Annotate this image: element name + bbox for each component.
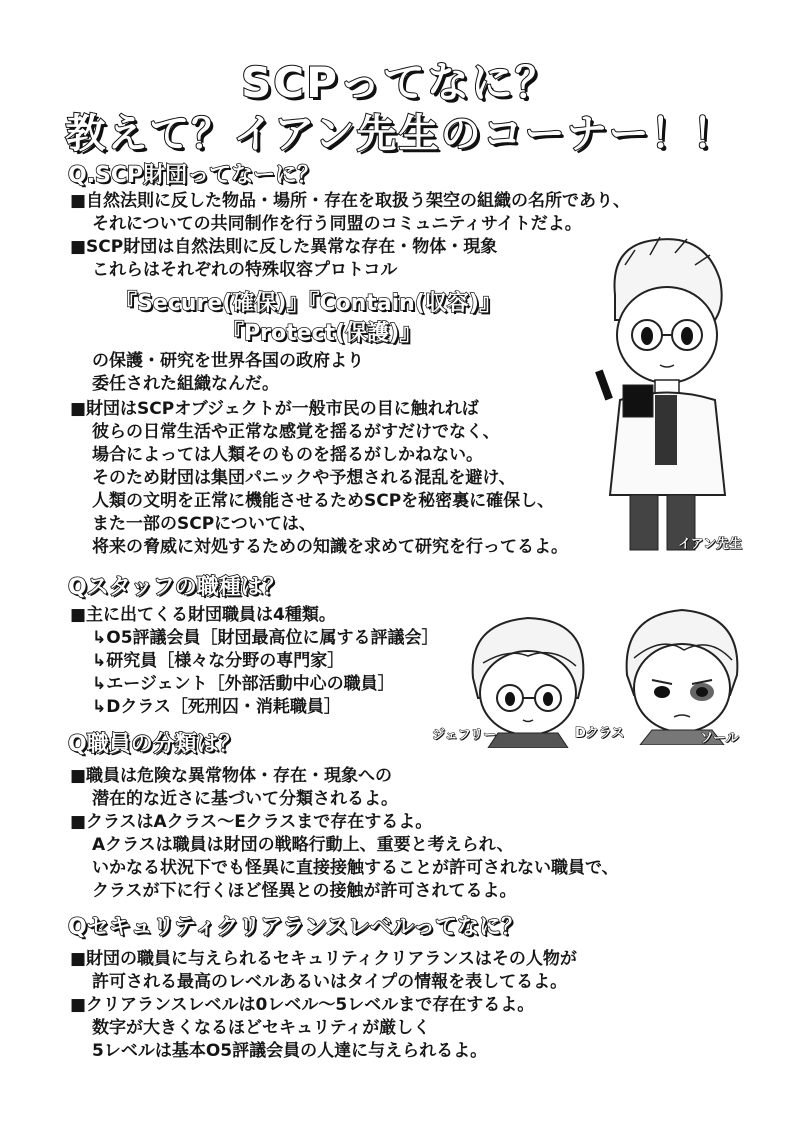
s4-line3: ■クリアランスレベルは0レベル～5レベルまで存在するよ。 (70, 995, 535, 1015)
s3-line5: いかなる状況下でも怪異に直接接触することが許可されない職員で、 (92, 858, 619, 878)
s3-line2: 潜在的な近さに基づいて分類されるよ。 (92, 789, 398, 809)
saul-name: ソール (700, 731, 739, 746)
s2-line3: ↳研究員［様々な分野の専門家］ (92, 651, 345, 671)
protocol-line2: 『Protect(保護)』 (222, 321, 422, 346)
section2-heading: Qスタッフの職種は？ (68, 575, 285, 600)
s1-p1-line2: それについての共同制作を行う同盟のコミュニティサイトだよ。 (92, 214, 582, 234)
s1-p2-line1: ■SCP財団は自然法則に反した異常な存在・物体・現象 (70, 237, 498, 257)
s3-line6: クラスが下に行くほど怪異との接触が許可されてるよ。 (92, 881, 517, 901)
page-title-line1: SCPってなに？ (241, 58, 559, 107)
s1-p4-line1: ■財団はSCPオブジェクトが一般市民の目に触れれば (70, 399, 479, 419)
s3-line4: Aクラスは職員は財団の戦略行動上、重要と考えられ、 (92, 835, 514, 855)
section1-heading: Q.SCP財団ってなーに？ (68, 163, 320, 188)
s3-line1: ■職員は危険な異常物体・存在・現象への (70, 766, 393, 786)
s4-line2: 許可される最高のレベルあるいはタイプの情報を表してるよ。 (92, 972, 568, 992)
saul-illustration (612, 600, 752, 745)
s4-line5: 5レベルは基本O5評議会員の人達に与えられるよ。 (92, 1041, 488, 1061)
s3-line3: ■クラスはAクラス～Eクラスまで存在するよ。 (70, 812, 433, 832)
s1-p4-line3: 場合によっては人類そのものを揺るがしかねない。 (92, 445, 483, 465)
s1-p4-line5: 人類の文明を正常に機能させるためSCPを秘密裏に確保し、 (92, 491, 555, 511)
s1-p4-line2: 彼らの日常生活や正常な感覚を揺るがすだけでなく、 (92, 422, 500, 442)
section3-heading: Q職員の分類は？ (68, 732, 241, 757)
section4-heading: Qセキュリティクリアランスレベルってなに？ (68, 915, 524, 940)
s1-p4-line4: そのため財団は集団パニックや予想される混乱を避け、 (92, 468, 516, 488)
page-title-line2: 教えて？イアン先生のコーナー！！ (65, 111, 735, 157)
protocol-line1: 『Secure(確保)』『Contain(収容)』 (115, 291, 501, 316)
s2-line1: ■主に出てくる財団職員は4種類。 (70, 605, 336, 625)
d-class-name: Dクラス (575, 726, 625, 741)
s4-line4: 数字が大きくなるほどセキュリティが厳しく (92, 1018, 431, 1038)
s1-p3-line1: の保護・研究を世界各国の政府より (92, 351, 364, 371)
ian-sensei-name: イアン先生 (678, 537, 743, 552)
s1-p3-line2: 委任された組織なんだ。 (92, 374, 279, 394)
s1-p4-line7: 将来の脅威に対処するための知識を求めて研究を行ってるよ。 (92, 537, 568, 557)
s1-p4-line6: また一部のSCPについては、 (92, 514, 316, 534)
jeffrey-name: ジェフリー (432, 728, 497, 743)
s1-p1-line1: ■自然法則に反した物品・場所・存在を取扱う架空の組織の名所であり、 (70, 191, 631, 211)
s2-line4: ↳エージェント［外部活動中心の職員］ (92, 674, 395, 694)
s4-line1: ■財団の職員に与えられるセキュリティクリアランスはその人物が (70, 949, 577, 969)
ian-sensei-illustration (575, 225, 750, 555)
s2-line2: ↳O5評議会員［財団最高位に属する評議会］ (92, 628, 439, 648)
s2-line5: ↳Dクラス［死刑囚・消耗職員］ (92, 697, 341, 717)
s1-p2-line2: これらはそれぞれの特殊収容プロトコル (92, 260, 398, 280)
